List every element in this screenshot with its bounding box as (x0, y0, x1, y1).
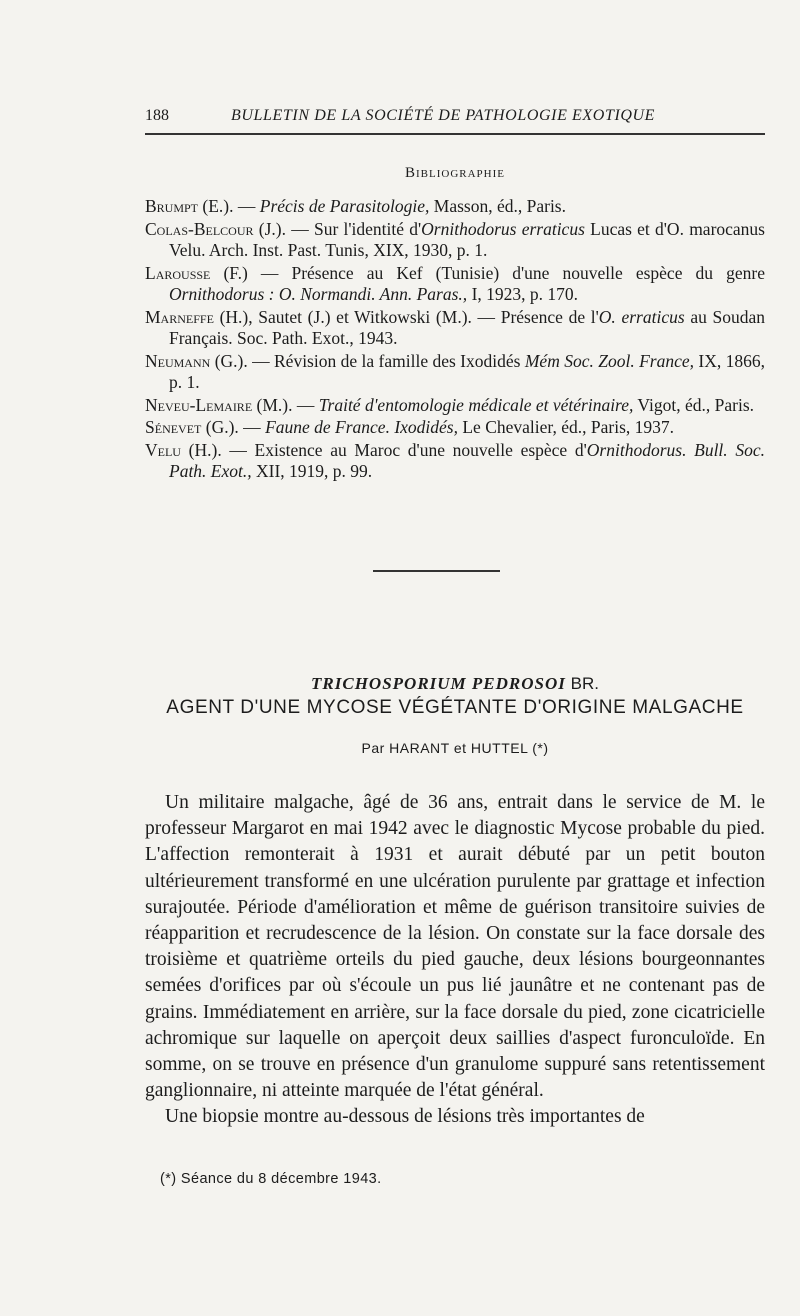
entry-text: (E.). — (198, 196, 260, 216)
entry-author: Marneffe (145, 306, 214, 327)
journal-title: BULLETIN DE LA SOCIÉTÉ DE PATHOLOGIE EXOTIQUE (231, 107, 656, 124)
entry-author: Sénevet (145, 417, 202, 437)
entry-author: Velu (145, 439, 181, 460)
entry-text: (G.). — (201, 417, 266, 437)
entry-author: Colas-Belcour (145, 218, 254, 239)
entry-author: Neveu-Lemaire (145, 394, 253, 415)
entry-rest: Masson, éd., Paris. (429, 196, 566, 216)
bibliography-entry (145, 351, 765, 394)
bibliography-list (145, 196, 765, 484)
bibliography-title: Bibliographie (405, 165, 505, 181)
entry-italic: Ornithodorus. Bull. Soc. Path. Exot., (169, 439, 765, 481)
entry-rest: Lucas et d'O. marocanus Velu. Arch. Inst. Past. Tunis, XIX, 1930, p. 1. (169, 218, 765, 260)
entry-text: (H.), Sautet (J.) et Witkowski (M.). — Présence de l' (213, 306, 599, 327)
article-title-line1 (145, 674, 765, 694)
entry-italic: Faune de France. Ixodidés, (265, 417, 458, 437)
entry-rest: XII, 1919, p. 99. (251, 461, 373, 481)
bibliography-entry (145, 307, 765, 350)
entry-rest: Vigot, éd., Paris. (633, 394, 755, 415)
entry-rest: Le Chevalier, éd., Paris, 1937. (457, 417, 675, 437)
page-number: 188 (145, 107, 169, 124)
entry-italic: O. erraticus (598, 306, 685, 327)
entry-text: (H.). — Existence au Maroc d'une nouvelle espèce d' (180, 439, 587, 460)
article-title-suffix: BR. (565, 674, 599, 693)
bibliography-entry (145, 263, 765, 306)
footnote: (*) Séance du 8 décembre 1943. (160, 1171, 382, 1187)
bibliography-entry (145, 395, 765, 417)
article-species-name: TRICHOSPORIUM PEDROSOI (311, 674, 566, 693)
entry-text: (J.). — Sur l'identité d' (253, 218, 422, 239)
entry-text: (G.). — Révision de la famille des Ixodidés (210, 350, 525, 371)
bibliography-entry (145, 219, 765, 262)
running-header (145, 107, 765, 129)
entry-author: Neumann (145, 350, 211, 371)
entry-italic: Ornithodorus : O. Normandi. Ann. Paras., (169, 284, 468, 304)
entry-author: Brumpt (145, 196, 199, 216)
bibliography-entry (145, 440, 765, 483)
entry-rest: IX, 1866, p. 1. (169, 350, 765, 392)
entry-italic: Précis de Parasitologie, (259, 196, 430, 216)
entry-text: (F.) — Présence au Kef (Tunisie) d'une nouvelle espèce du genre (210, 262, 765, 283)
entry-italic: Mém Soc. Zool. France, (524, 350, 695, 371)
article-title-line2: AGENT D'UNE MYCOSE VÉGÉTANTE D'ORIGINE MALGACHE (166, 697, 744, 718)
article-body (145, 790, 765, 1131)
bibliography-entry (145, 417, 765, 439)
entry-italic: Ornithodorus erraticus (421, 218, 585, 239)
article-authors: Par HARANT et HUTTEL (*) (361, 740, 549, 756)
header-rule (145, 133, 765, 135)
entry-rest: I, 1923, p. 170. (467, 284, 579, 304)
bibliography-entry (145, 196, 765, 218)
section-separator (373, 570, 500, 572)
entry-author: Larousse (145, 262, 211, 283)
entry-italic: Traité d'entomologie médicale et vétérinaire, (318, 394, 634, 415)
body-paragraph: Une biopsie montre au-dessous de lésions très importantes de (165, 1106, 645, 1128)
body-paragraph: Un militaire malgache, âgé de 36 ans, entrait dans le service de M. le professeur Margarot en mai 1942 avec le diagnostic Mycose probable du pied. L'affection remonterait à 1931 et aurait débuté par un petit bouton ultérieurement transformé en une ulcération purulente par grattage et infection surajoutée. Période d'amélioration et même de guérison transitoire suivies de réapparition et recrudescence de la lésion. On constate sur la face dorsale des troisième et quatrième orteils du pied gauche, deux lésions bourgeonnantes semées d'orifices par où s'écoule un pus lié jaunâtre et ne contenant pas de grains. Immédiatement en arrière, sur la face dorsale du pied, zone cicatricielle achromique sur laquelle on aperçoit deux saillies d'aspect furonculoïde. En somme, on se trouve en présence d'un granulome suppuré sans retentissement ganglionnaire, ni atteinte marquée de l'état général. (145, 792, 765, 1102)
entry-text: (M.). — (252, 394, 319, 415)
entry-rest: au Soudan Français. Soc. Path. Exot., 1943. (169, 306, 766, 348)
